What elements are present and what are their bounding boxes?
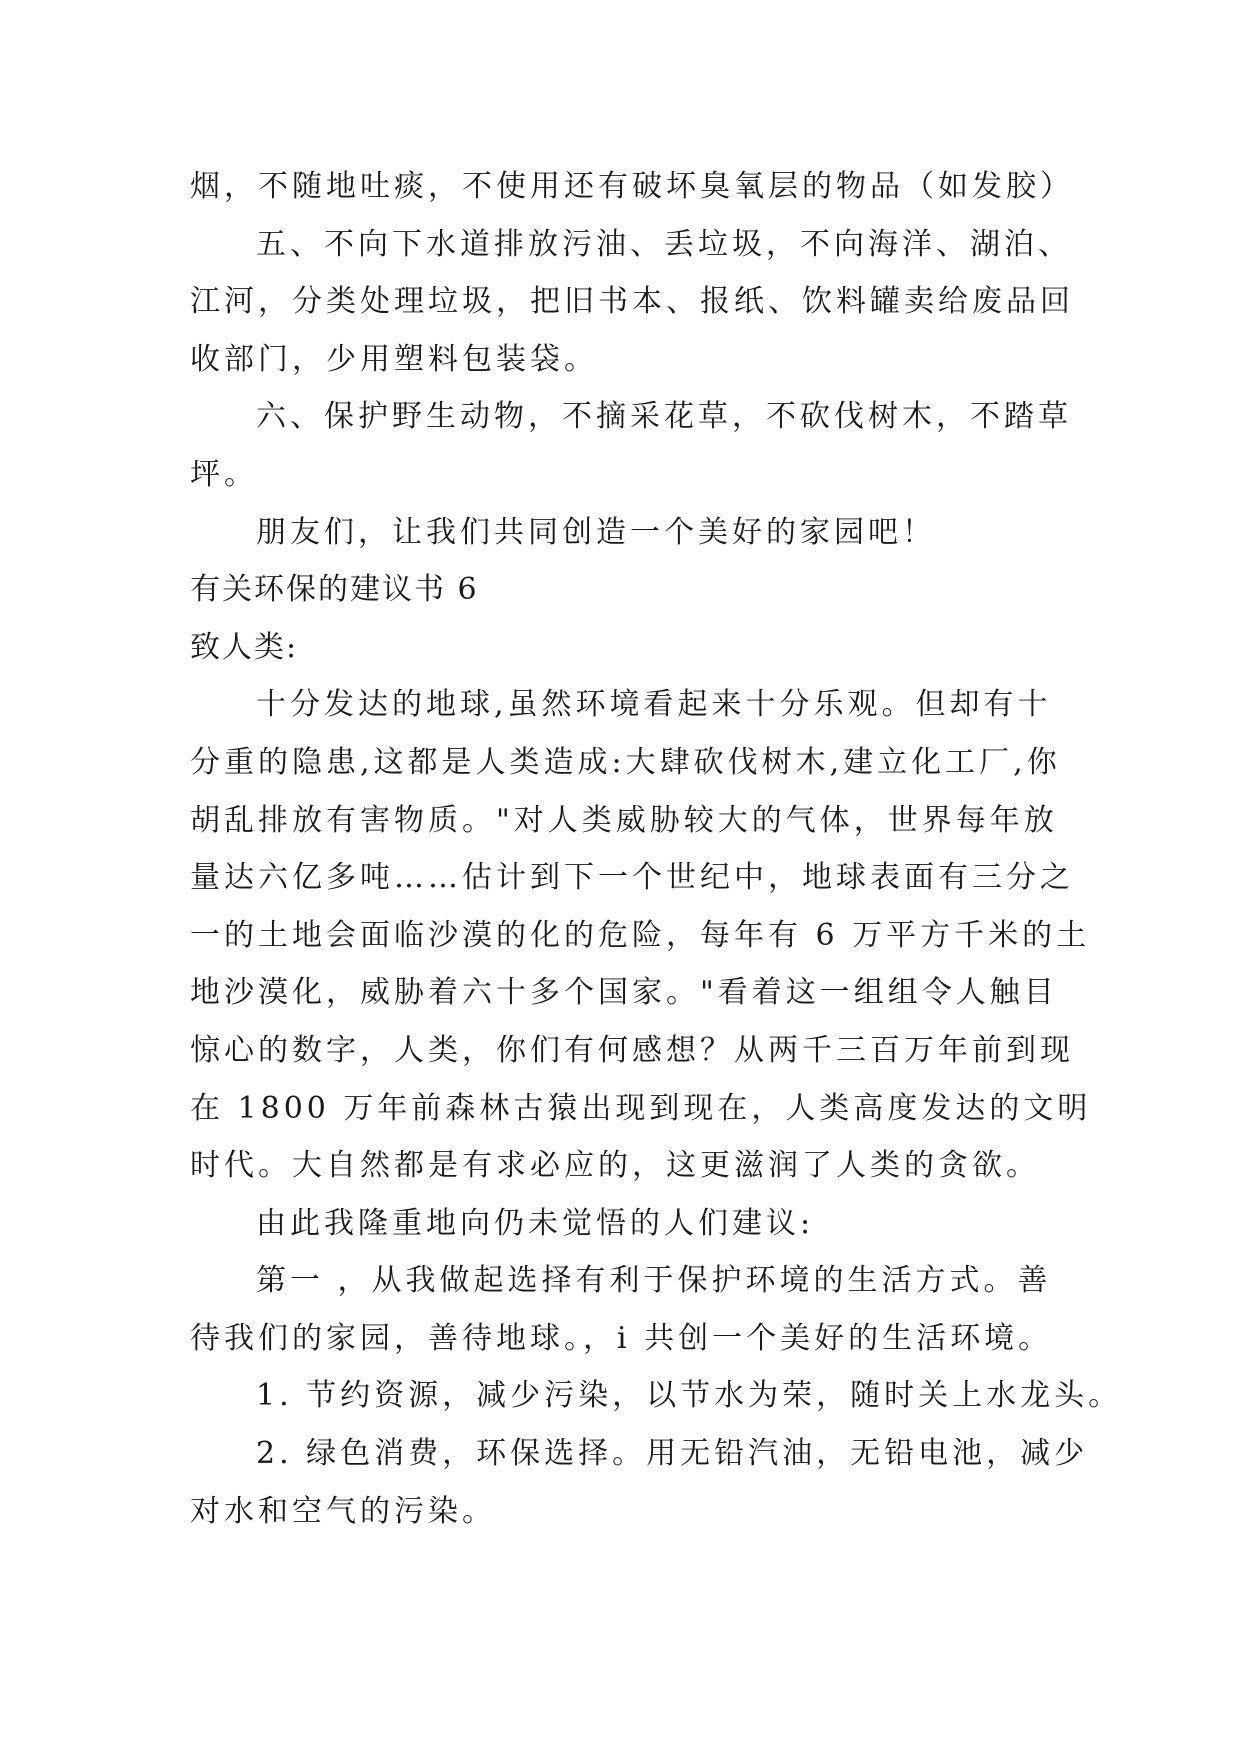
- document-body: [190, 158, 1123, 1540]
- text-line: 六、保护野生动物，不摘采花草，不砍伐树木，不踏草: [256, 399, 1072, 435]
- text-line: 地沙漠化，威胁着六十多个国家。"看着这一组组令人触目: [190, 975, 1058, 1011]
- text-line: 分重的隐患,这都是人类造成:大肆砍伐树木,建立化工厂,你: [190, 744, 1061, 780]
- text-line: 时代。大自然都是有求必应的，这更滋润了人类的贪欲。: [190, 1148, 1040, 1184]
- text-line: 由此我隆重地向仍未觉悟的人们建议:: [256, 1205, 815, 1241]
- text-line: 五、不向下水道排放污油、丢垃圾，不向海洋、湖泊、: [256, 226, 1072, 262]
- text-line: 2. 绿色消费，环保选择。用无铅汽油，无铅电池，减少: [256, 1436, 1089, 1472]
- text-line: 收部门，少用塑料包装袋。: [190, 341, 598, 377]
- text-line: 朋友们，让我们共同创造一个美好的家园吧！: [256, 514, 936, 550]
- text-line: 坪。: [190, 456, 258, 492]
- text-line: 烟，不随地吐痰，不使用还有破坏臭氧层的物品（如发胶）: [190, 169, 1074, 204]
- text-line: 惊心的数字，人类，你们有何感想？从两千三百万年前到现: [190, 1032, 1074, 1068]
- text-line: 量达六亿多吨……估计到下一个世纪中，地球表面有三分之: [190, 860, 1074, 896]
- text-line: 胡乱排放有害物质。"对人类威胁较大的气体，世界每年放: [190, 802, 1058, 838]
- text-line: 一的土地会面临沙漠的化的危险，每年有 6 万平方千米的土: [190, 917, 1091, 953]
- text-line: 十分发达的地球,虽然环境看起来十分乐观。但却有十: [256, 687, 1052, 723]
- salutation: 致人类:: [190, 629, 299, 665]
- text-line: 待我们的家园，善待地球。，i 共创一个美好的生活环境。: [190, 1320, 1053, 1356]
- text-line: 对水和空气的污染。: [190, 1493, 496, 1529]
- text-line: 江河，分类处理垃圾，把旧书本、报纸、饮料罐卖给废品回: [190, 284, 1074, 320]
- text-line: 在 1800 万年前森林古猿出现到现在，人类高度发达的文明: [190, 1090, 1092, 1126]
- text-line: 第一 ，从我做起选择有利于保护环境的生活方式。善: [256, 1263, 1052, 1299]
- section-heading: 有关环保的建议书 6: [190, 572, 479, 608]
- text-line: 1. 节约资源，减少污染，以节水为荣，随时关上水龙头。: [256, 1378, 1123, 1414]
